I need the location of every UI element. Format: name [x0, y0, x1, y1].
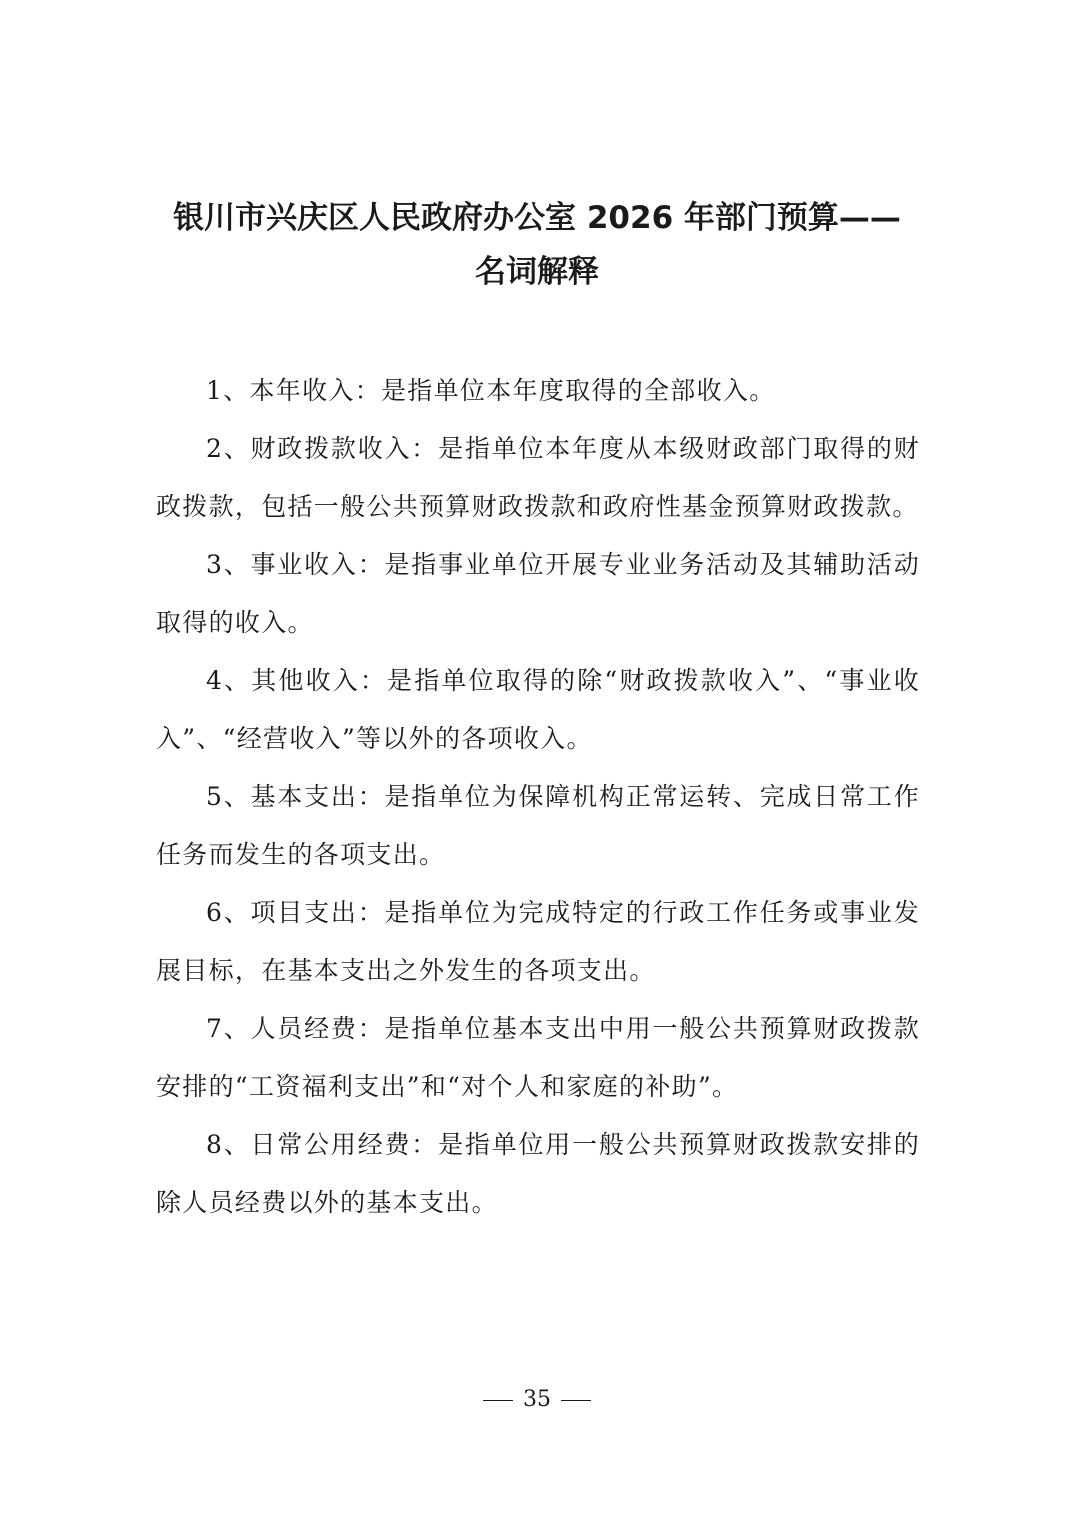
paragraph-2: 2、财政拨款收入：是指单位本年度从本级财政部门取得的财政拨款，包括一般公共预算财政拨款和政府性基金预算财政拨款。: [156, 434, 920, 521]
paragraph-6: 6、项目支出：是指单位为完成特定的行政工作任务或事业发展目标，在基本支出之外发生的各项支出。: [156, 898, 920, 985]
paragraph-4: 4、其他收入：是指单位取得的除“财政拨款收入”、“事业收入”、“经营收入”等以外的各项收入。: [156, 666, 920, 753]
page-footer: [0, 1385, 1074, 1415]
paragraph-5: 5、基本支出：是指单位为保障机构正常运转、完成日常工作任务而发生的各项支出。: [156, 782, 920, 869]
page-number: 35: [523, 1387, 551, 1412]
document-title-line-1: 银川市兴庆区人民政府办公室 2026 年部门预算——: [173, 200, 901, 236]
paragraph-7: 7、人员经费：是指单位基本支出中用一般公共预算财政拨款安排的“工资福利支出”和“对个人和家庭的补助”。: [156, 1014, 920, 1101]
document-title-line-2: 名词解释: [475, 254, 599, 290]
footer-dash-right: [561, 1400, 591, 1401]
paragraph-1: 1、本年收入：是指单位本年度取得的全部收入。: [206, 376, 776, 405]
paragraph-3: 3、事业收入：是指事业单位开展专业业务活动及其辅助活动取得的收入。: [156, 550, 920, 637]
footer-dash-left: [483, 1400, 513, 1401]
paragraph-8: 8、日常公用经费：是指单位用一般公共预算财政拨款安排的除人员经费以外的基本支出。: [156, 1130, 920, 1217]
document-body: [156, 362, 920, 1232]
